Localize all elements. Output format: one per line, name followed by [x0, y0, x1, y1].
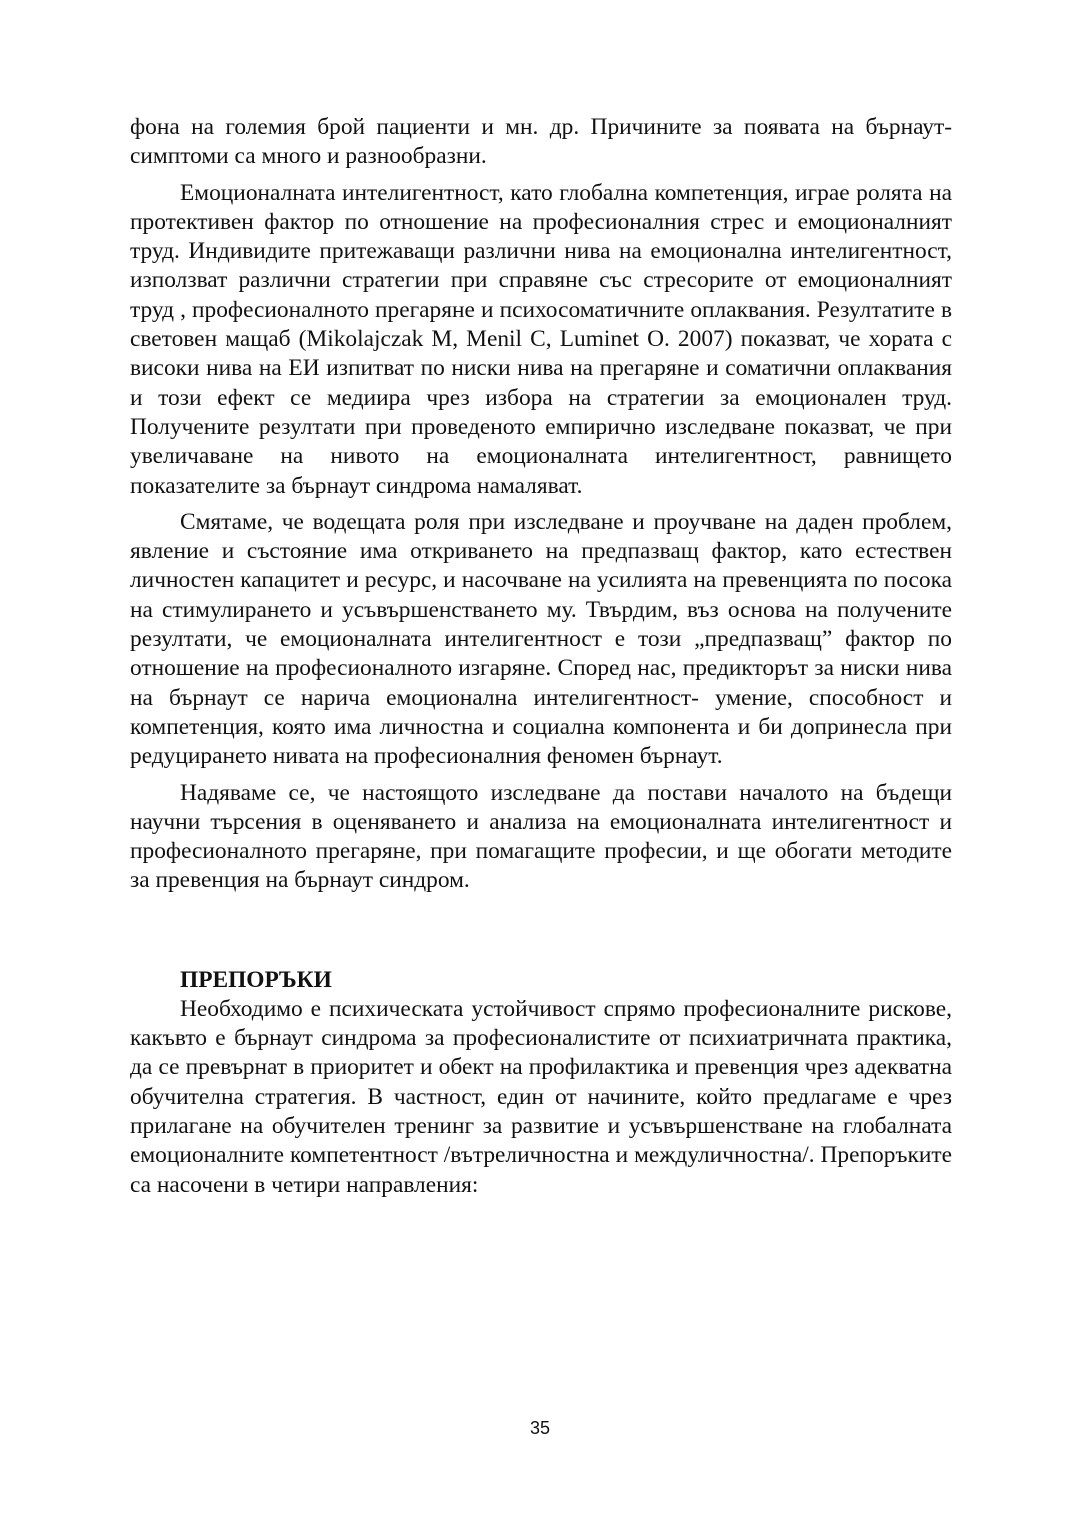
paragraph-recommendations: Необходимо е психическата устойчивост спрямо професионалните рискове, какъвто е бърнаут синдрома за професионалистите от психиатричната практика, да се превърнат в приоритет и обект на профилактика и превенция чрез адекватна обучителна стратегия. В частност, един от начините, който предлагаме е чрез прилагане на обучителен тренинг за развитие и усъвършенстване на глобалната емоционалните компетентност /вътреличностна и междуличностна/. Препоръките са насочени в четири направления: — [130, 995, 952, 1198]
page-number: 35 — [529, 1418, 551, 1438]
paragraph-protective-factor: Смятаме, че водещата роля при изследване и проучване на даден проблем, явление и състояние има откриването на предпазващ фактор, като естествен личностен капацитет и ресурс, и насочване на усилията на превенцията по посока на стимулирането и усъвършенстването му. Твърдим, въз основа на получените резултати, че емоционалната интелигентност е този „предпазващ” фактор по отношение на професионалното изгаряне. Според нас, предикторът за ниски нива на бърнаут се нарича емоционална интелигентност- умение, способност и компетенция, която има личностна и социална компонента и би допринесла при редуцирането нивата на професионалния феномен бърнаут. — [130, 508, 952, 770]
section-heading-recommendations: ПРЕПОРЪКИ — [180, 966, 332, 993]
paragraph-continuation: фона на големия брой пациенти и мн. др. Причините за появата на бърнаут- симптоми са много и разнообразни. — [130, 114, 952, 170]
paragraph-emotional-intelligence: Емоционалната интелигентност, като глобална компетенция, играе ролята на протективен фактор по отношение на професионалния стрес и емоционалният труд. Индивидите притежаващи различни нива на емоционална интелигентност, използват различни стратегии при справяне със стресорите от емоционалният труд , професионалното прегаряне и психосоматичните оплаквания. Резултатите в световен мащаб (Mikolajczak M, Menil C, Luminet O. 2007) показват, че хората с високи нива на ЕИ изпитват по ниски нива на прегаряне и соматични оплаквания и този ефект се медиира чрез избора на стратегии за емоционален труд. Получените резултати при проведеното емпирично изследване показват, че при увеличаване на нивото на емоционалната интелигентност, равнището показателите за бърнаут синдрома намаляват. — [130, 179, 952, 499]
paragraph-future-research: Надяваме се, че настоящото изследване да постави началото на бъдещи научни търсения в оценяването и анализа на емоционалната интелигентност и професионалното прегаряне, при помагащите професии, и ще обогати методите за превенция на бърнаут синдром. — [130, 779, 952, 894]
document-page — [130, 113, 952, 1200]
